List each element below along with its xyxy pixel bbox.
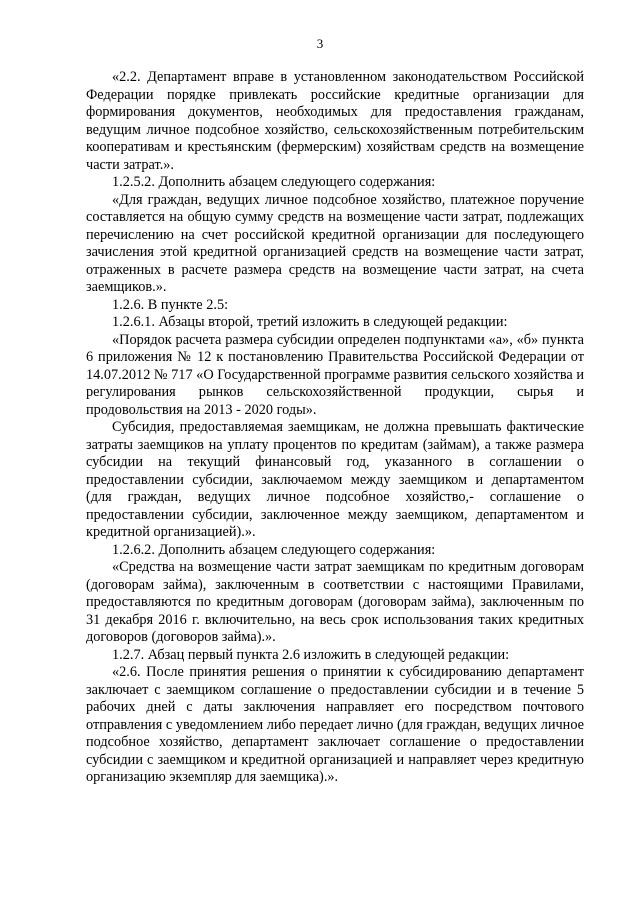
paragraph-payment-order: «Для граждан, ведущих личное подсобное хозяйство, платежное поручение составляется на общую сумму средств на возмещение части затрат, подлежащих перечислению на счет российской кредитной организации для последующего зачисления этой кредитной организацией средств на возмещение части затрат, отраженных в расчете размера средств на возмещение части затрат, на счета заемщиков.».	[86, 191, 584, 295]
paragraph-subsidy-calculation: «Порядок расчета размера субсидии определен подпунктами «а», «б» пункта 6 приложения № 12 к постановлению Правительства Российской Федерации от 14.07.2012 № 717 «О Государственной программе развития сельского хозяйства и регулирования рынков сельскохозяйственной продукции, сырья и продовольствия на 2013 - 2020 годы».	[86, 331, 584, 418]
paragraph-1-2-6-2: 1.2.6.2. Дополнить абзацем следующего содержания:	[112, 541, 436, 558]
paragraph-2-2: «2.2. Департамент вправе в установленном законодательством Российской Федерации порядке привлекать российские кредитные организации для формирования документов, необходимых для предоставления гражданам, ведущим личное подсобное хозяйство, сельскохозяйственным потребительским кооперативам и крестьянским (фермерским) хозяйствам средств на возмещение части затрат.».	[86, 69, 584, 173]
document-body	[86, 69, 584, 787]
paragraph-1-2-5-2: 1.2.5.2. Дополнить абзацем следующего содержания:	[112, 174, 436, 190]
paragraph-subsidy-limit: Субсидия, предоставляемая заемщикам, не должна превышать фактические затраты заемщиков на уплату процентов по кредитам (займам), а также размера субсидии на текущий финансовый год, указанного в соглашении о предоставлении субсидии, заключаемом между заемщиком и департаментом (для граждан, ведущих личное подсобное хозяйство,- соглашение о предоставлении субсидии, заключенное между заемщиком, департаментом и кредитной организацией).».	[86, 419, 584, 540]
page-number: 3	[316, 36, 324, 51]
paragraph-1-2-6-1: 1.2.6.1. Абзацы второй, третий изложить в следующей редакции:	[112, 314, 508, 330]
paragraph-1-2-6: 1.2.6. В пункте 2.5:	[112, 296, 229, 313]
paragraph-2-6: «2.6. После принятия решения о принятии к субсидированию департамент заключает с заемщиком соглашение о предоставлении субсидии и в течение 5 рабочих дней с даты заключения направляет его посредством почтового отправления с уведомлением либо передает лично (для граждан, ведущих личное подсобное хозяйство, департамент заключает соглашение о предоставлении субсидии с заемщиком и кредитной организацией и направляет через кредитную организацию экземпляр для заемщика).».	[86, 664, 584, 785]
paragraph-1-2-7: 1.2.7. Абзац первый пункта 2.6 изложить в следующей редакции:	[112, 646, 510, 663]
paragraph-credit-agreements: «Средства на возмещение части затрат заемщикам по кредитным договорам (договорам займа), заключенным в соответствии с настоящими Правилами, предоставляются по кредитным договорам (договорам займа), заключенным по 31 декабря 2016 г. включительно, на весь срок использования таких кредитных договоров (договоров займа).».	[86, 559, 584, 645]
